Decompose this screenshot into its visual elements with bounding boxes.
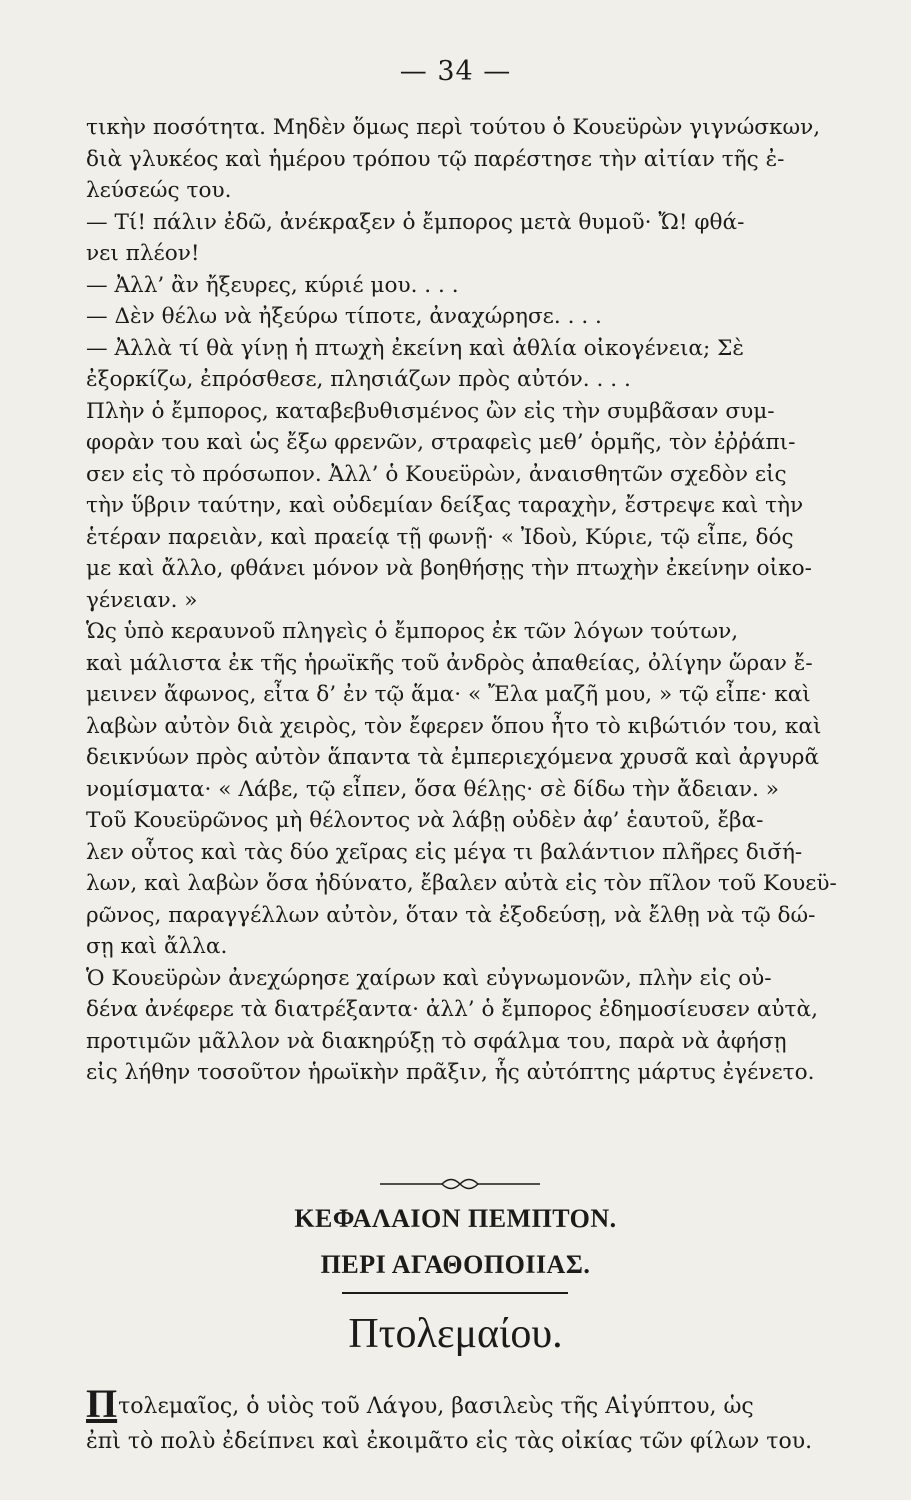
- text-line: δένα ἀνέφερε τὰ διατρέξαντα· ἀλλ’ ὁ ἔμπορος ἐδημοσίευσεν αὐτὰ,: [86, 997, 818, 1022]
- section-body: [86, 1385, 864, 1461]
- text-line: σεν εἰς τὸ πρόσωπον. Ἀλλ’ ὁ Κουεϋρὼν, ἀναισθητῶν σχεδὸν εἰς: [86, 461, 787, 487]
- text-line: μεινεν ἄφωνος, εἶτα δ’ ἐν τῷ ἅμα· « Ἔλα μαζῆ μου, » τῷ εἶπε· καὶ: [86, 682, 811, 707]
- text-line: ρῶνος, παραγγέλλων αὐτὸν, ὅταν τὰ ἐξοδεύσῃ, νὰ ἔλθῃ νὰ τῷ δώ-: [86, 902, 816, 928]
- body-text: [86, 112, 864, 1089]
- text-line: ἐξορκίζω, ἐπρόσθεσε, πλησιάζων πρὸς αὐτόν. . . .: [86, 367, 631, 392]
- horizontal-rule: [342, 1292, 568, 1294]
- page-number: — 34 —: [399, 56, 512, 87]
- text-line: λων, καὶ λαβὼν ὅσα ἠδύνατο, ἔβαλεν αὐτὰ εἰς τὸν πῖλον τοῦ Κουεϋ-: [86, 871, 837, 896]
- text-line: διὰ γλυκέος καὶ ἡμέρου τρόπου τῷ παρέστησε τὴν αἰτίαν τῆς ἐ-: [86, 146, 785, 172]
- text-line: φορὰν του καὶ ὡς ἔξω φρενῶν, στραφεὶς μεθ’ ὁρμῆς, τὸν ἐῤῥάπι-: [86, 430, 796, 455]
- text-line: σῃ καὶ ἄλλα.: [86, 934, 228, 959]
- text-line: δεικνύων πρὸς αὐτὸν ἅπαντα τὰ ἐμπεριεχόμενα χρυσᾶ καὶ ἀργυρᾶ: [86, 745, 820, 770]
- text-line: ἐπὶ τὸ πολὺ ἐδείπνει καὶ ἐκοιμᾶτο εἰς τὰς οἰκίας τῶν φίλων του.: [86, 1429, 813, 1454]
- text-line: τὴν ὕβριν ταύτην, καὶ οὐδεμίαν δείξας ταραχὴν, ἔστρεψε καὶ τὴν: [86, 493, 804, 518]
- text-line: Ὡς ὑπὸ κεραυνοῦ πληγεὶς ὁ ἔμπορος ἐκ τῶν λόγων τούτων,: [86, 619, 739, 644]
- text-line: — Ἀλλὰ τί θὰ γίνῃ ἡ πτωχὴ ἐκείνη καὶ ἀθλία οἰκογένεια; Σὲ: [86, 335, 744, 361]
- text-line: [86, 1385, 864, 1423]
- text-line: — Τί! πάλιν ἐδῶ, ἀνέκραξεν ὁ ἔμπορος μετὰ θυμοῦ· Ὤ! φθά-: [86, 209, 745, 235]
- text-line-content: τολεμαῖος, ὁ υἱὸς τοῦ Λάγου, βασιλεὺς τῆς Αἰγύπτου, ὡς: [118, 1394, 754, 1419]
- text-line: Ὁ Κουεϋρὼν ἀνεχώρησε χαίρων καὶ εὐγνωμονῶν, πλὴν εἰς οὐ-: [86, 965, 772, 991]
- text-line: Πλὴν ὁ ἔμπορος, καταβεβυθισμένος ὢν εἰς τὴν συμβᾶσαν συμ-: [86, 398, 775, 424]
- text-line: με καὶ ἄλλο, φθάνει μόνον νὰ βοηθήσῃς τὴν πτωχὴν ἐκείνην οἰκο-: [86, 556, 812, 581]
- text-line: ἑτέραν παρειὰν, καὶ πραείᾳ τῇ φωνῇ· « Ἰδοὺ, Κύριε, τῷ εἶπε, δός: [86, 524, 794, 550]
- text-line: νομίσματα· « Λάβε, τῷ εἶπεν, ὅσα θέλῃς· σὲ δίδω τὴν ἄδειαν. »: [86, 776, 779, 802]
- text-line: προτιμῶν μᾶλλον νὰ διακηρύξῃ τὸ σφάλμα του, παρὰ νὰ ἀφήσῃ: [86, 1028, 787, 1054]
- chapter-heading: ΚΕΦΑΛΑΙΟΝ ΠΕΜΠΤΟΝ.: [294, 1204, 617, 1233]
- text-line: γένειαν. »: [86, 587, 198, 613]
- text-line: τικὴν ποσότητα. Μηδὲν ὅμως περὶ τούτου ὁ Κουεϋρὼν γιγνώσκων,: [86, 115, 821, 140]
- text-line: εἰς λήθην τοσοῦτον ἡρωϊκὴν πρᾶξιν, ἧς αὐτόπτης μάρτυς ἐγένετο.: [86, 1060, 815, 1085]
- text-line: λεν οὗτος καὶ τὰς δύο χεῖρας εἰς μέγα τι βαλάντιον πλῆρες δισ̆ή-: [86, 839, 803, 865]
- text-line: νει πλέον!: [86, 241, 200, 266]
- text-line: — Ἀλλ’ ἂν ἤξευρες, κύριέ μου. . . .: [86, 272, 459, 298]
- chapter-subtitle: ΠΕΡΙ ΑΓΑΘΟΠΟΙΙΑΣ.: [320, 1250, 591, 1279]
- text-line: — Δὲν θέλω νὰ ἠξεύρω τίποτε, ἀναχώρησε. . . .: [86, 304, 602, 329]
- text-line: Τοῦ Κουεϋρῶνος μὴ θέλοντος νὰ λάβῃ οὐδὲν ἀφ’ ἑαυτοῦ, ἔβα-: [86, 808, 764, 833]
- drop-initial: Π: [86, 1385, 118, 1423]
- text-line: καὶ μάλιστα ἐκ τῆς ἡρωϊκῆς τοῦ ἀνδρὸς ἀπαθείας, ὀλίγην ὥραν ἔ-: [86, 650, 813, 676]
- ornamental-divider: [380, 1177, 540, 1191]
- text-line: λεύσεώς του.: [86, 178, 232, 203]
- text-line: λαβὼν αὐτὸν διὰ χειρὸς, τὸν ἔφερεν ὅπου ἦτο τὸ κιβώτιόν του, καὶ: [86, 713, 822, 739]
- section-title: Πτολεμαίου.: [348, 1311, 563, 1357]
